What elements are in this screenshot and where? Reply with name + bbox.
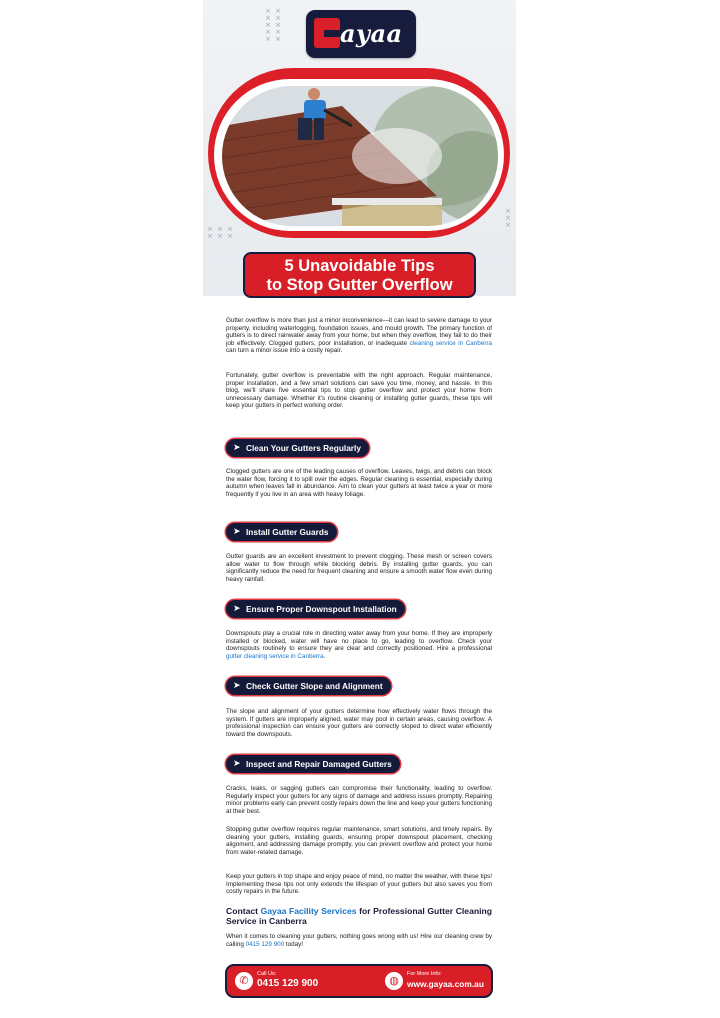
- title-line-2: to Stop Gutter Overflow: [266, 276, 453, 294]
- tip-heading-label: Check Gutter Slope and Alignment: [246, 681, 383, 691]
- tip-heading-label: Install Gutter Guards: [246, 527, 329, 537]
- tip-heading-label: Ensure Proper Downspout Installation: [246, 604, 397, 614]
- intro-text: can turn a minor issue into a costly repair.: [226, 347, 343, 355]
- page-title: [243, 252, 476, 298]
- footer-website[interactable]: www.gayaa.com.au: [407, 979, 484, 989]
- call-label: Call Us:: [257, 971, 277, 977]
- brand-name: Gayaa Facility Services: [260, 906, 357, 916]
- intro-text: Gutter overflow is more than just a minor inconvenience—it can lead to severe damage to your property, including waterlogging, foundation issues, and mould growth. The primary function of gutters is to direct rainwater away from your home, but when they overflow, they fail to do their job effectively. Clogged gutters, poor installation, or inadequate: [226, 317, 492, 347]
- gutter-cleaning-illustration: [222, 86, 498, 226]
- brand-logo: [306, 10, 416, 58]
- tip-heading-5: [226, 755, 400, 773]
- arrow-icon: ➤: [233, 527, 241, 537]
- tip-heading-2: [226, 523, 337, 541]
- conclusion-paragraph-2: Keep your gutters in top shape and enjoy peace of mind, no matter the weather, with these tips! Implementing these tips not only extends the lifespan of your gutters but also saves you from costly repairs in the future.: [226, 873, 492, 896]
- contact-heading-text: for Professional Gutter Cleaning Service in Canberra: [226, 906, 492, 926]
- cleaning-service-link[interactable]: cleaning service in Canberra: [409, 339, 492, 347]
- tip-text-1: Clogged gutters are one of the leading causes of overflow. Leaves, twigs, and debris can block the water flow, forcing it to spill over the edges. Regular cleaning is essential, especially during autumn when leaves fall in abundance. Aim to clean your gutters at least twice a year or more frequently if you live in an area with heavy foliage.: [226, 468, 492, 498]
- arrow-icon: ➤: [233, 443, 241, 453]
- arrow-icon: ➤: [233, 759, 241, 769]
- decorative-x-pattern: × × × × × ×: [207, 225, 235, 240]
- tip-heading-label: Inspect and Repair Damaged Gutters: [246, 759, 392, 769]
- logo-text: ayaa: [340, 19, 403, 48]
- tip-text: Downspouts play a crucial role in directing water away from your home. If they are improperly installed or blocked, water will have no place to go, leading to overflow. Check your downspouts routinely to ensure they are clear and correctly positioned. Hire a professional: [226, 630, 492, 653]
- tip-heading-label: Clean Your Gutters Regularly: [246, 443, 361, 453]
- hero-photo: [222, 86, 498, 226]
- title-line-1: 5 Unavoidable Tips: [284, 257, 435, 275]
- gutter-cleaning-link[interactable]: gutter cleaning service in Canberra: [226, 652, 324, 660]
- tip-text-3: [226, 630, 492, 660]
- infographic-page: [203, 0, 516, 1018]
- tip-heading-3: [226, 600, 405, 618]
- decorative-x-pattern: × × ×: [505, 207, 512, 229]
- tip-heading-1: [226, 439, 369, 457]
- contact-heading-text: Contact: [226, 906, 261, 916]
- tip-text-2: Gutter guards are an excellent investment to prevent clogging. These mesh or screen covers allow water to flow through while blocking debris. By installing gutter guards, you can significantly reduce the need for frequent cleaning and ensure a smooth water flow even during heavy rainfall.: [226, 553, 492, 583]
- contact-text: [226, 933, 492, 948]
- info-label: For More Info:: [407, 971, 442, 977]
- globe-icon: ◍: [385, 972, 403, 990]
- arrow-icon: ➤: [233, 681, 241, 691]
- contact-body: today!: [284, 940, 304, 948]
- contact-body: When it comes to cleaning your gutters, nothing goes wrong with us! Hire our cleaning crew by calling: [226, 933, 492, 948]
- phone-icon: ✆: [235, 972, 253, 990]
- decorative-x-pattern: × × × × × × × × × ×: [265, 7, 282, 43]
- conclusion-paragraph-1: Stopping gutter overflow requires regular maintenance, smart solutions, and timely repairs. By cleaning your gutters, installing guards, ensuring proper downspout placement, checking alignment, and addressing damage promptly, you can prevent overflow and protect your home from water-related damage.: [226, 826, 492, 856]
- hero-section: [203, 0, 516, 296]
- tip-heading-4: [226, 677, 391, 695]
- intro-paragraph-1: [226, 317, 492, 355]
- tip-text: .: [323, 652, 326, 660]
- phone-link[interactable]: 0415 129 900: [245, 940, 285, 948]
- intro-paragraph-2: Fortunately, gutter overflow is preventable with the right approach. Regular maintenance, proper installation, and a few smart solutions can save you time, money, and hassle. In this blog, we'll share five essential tips to stop gutter overflow and protect your home from unnecessary damage. Whether it's routine cleaning or installing gutter guards, these tips will keep your gutters in perfect working order.: [226, 372, 492, 410]
- arrow-icon: ➤: [233, 604, 241, 614]
- logo-mark: [314, 18, 340, 48]
- contact-footer-banner: [225, 964, 493, 998]
- footer-phone[interactable]: 0415 129 900: [257, 978, 319, 989]
- contact-heading: [226, 906, 492, 926]
- tip-text-5: Cracks, leaks, or sagging gutters can compromise their functionality, leading to overflow. Regularly inspect your gutters for any signs of damage and address issues promptly. Repairing minor problems early can prevent costly repairs down the line and keep your gutters functioning at their best.: [226, 785, 493, 815]
- tip-text-4: The slope and alignment of your gutters determine how effectively water flows through the system. If gutters are improperly aligned, water may pool in certain areas, causing overflow. A professional inspection can ensure your gutters are correctly sloped to direct water efficiently toward the downspouts.: [226, 708, 492, 738]
